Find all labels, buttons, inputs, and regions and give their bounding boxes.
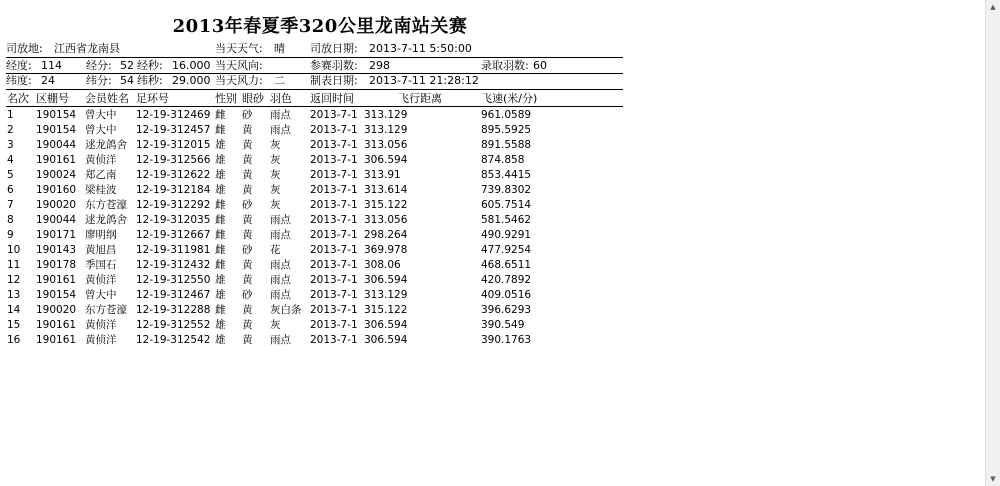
cell-color: 灰	[270, 319, 281, 331]
table-row	[0, 243, 640, 258]
table-row	[0, 153, 640, 168]
release-date-value: 2013-7-11 5:50:00	[369, 42, 472, 55]
cell-sex: 雄	[215, 184, 226, 196]
cell-color: 花	[270, 244, 281, 256]
cell-distance: 315.122	[364, 199, 408, 211]
cell-speed: 891.5588	[481, 139, 532, 151]
cell-loft: 190044	[36, 214, 77, 226]
cell-speed: 409.0516	[481, 289, 532, 301]
cell-color: 雨点	[270, 259, 291, 271]
cell-member: 郑乙南	[85, 169, 117, 181]
cell-speed: 396.6293	[481, 304, 532, 316]
cell-speed: 581.5462	[481, 214, 532, 226]
cell-color: 灰	[270, 154, 281, 166]
cell-eye: 黄	[242, 229, 253, 241]
results-table	[0, 108, 640, 348]
cell-eye: 砂	[242, 109, 253, 121]
cell-speed: 468.6511	[481, 259, 532, 271]
table-row	[0, 198, 640, 213]
cell-ring: 12-19-312288	[136, 304, 211, 316]
cell-color: 雨点	[270, 229, 291, 241]
cell-distance: 313.91	[364, 169, 401, 181]
cell-color: 雨点	[270, 274, 291, 286]
cell-loft: 190161	[36, 274, 77, 286]
weather-value: 晴	[274, 42, 285, 55]
cell-sex: 雄	[215, 334, 226, 346]
cell-ring: 12-19-312542	[136, 334, 211, 346]
cell-rank: 9	[7, 229, 14, 241]
lat-sec-label: 纬秒:	[137, 74, 163, 87]
cell-return-time: 2013-7-1	[310, 229, 358, 241]
cell-rank: 16	[7, 334, 21, 346]
cell-rank: 12	[7, 274, 21, 286]
table-row	[0, 273, 640, 288]
cell-member: 曾大中	[85, 124, 117, 136]
cell-loft: 190154	[36, 109, 77, 121]
cell-rank: 3	[7, 139, 14, 151]
cell-speed: 390.1763	[481, 334, 532, 346]
cell-distance: 306.594	[364, 274, 408, 286]
cell-loft: 190024	[36, 169, 77, 181]
cell-return-time: 2013-7-1	[310, 109, 358, 121]
cell-return-time: 2013-7-1	[310, 319, 358, 331]
triangle-down-icon[interactable]: ▼	[990, 475, 996, 483]
cell-return-time: 2013-7-1	[310, 184, 358, 196]
cell-speed: 420.7892	[481, 274, 532, 286]
cell-color: 雨点	[270, 214, 291, 226]
cell-return-time: 2013-7-1	[310, 274, 358, 286]
cell-distance: 313.129	[364, 124, 408, 136]
cell-return-time: 2013-7-1	[310, 139, 358, 151]
cell-eye: 黄	[242, 169, 253, 181]
cell-eye: 黄	[242, 214, 253, 226]
entries-label: 参赛羽数:	[310, 59, 358, 72]
cell-sex: 雌	[215, 124, 226, 136]
cell-speed: 895.5925	[481, 124, 532, 136]
cell-color: 雨点	[270, 334, 291, 346]
cell-member: 黄侦洋	[85, 334, 117, 346]
longitude-label: 经度:	[6, 59, 32, 72]
cell-ring: 12-19-312035	[136, 214, 211, 226]
table-row	[0, 213, 640, 228]
cell-color: 灰	[270, 139, 281, 151]
wind-direction-label: 当天风向:	[215, 59, 263, 72]
cell-return-time: 2013-7-1	[310, 334, 358, 346]
cell-loft: 190154	[36, 124, 77, 136]
col-loft: 区棚号	[36, 92, 69, 105]
cell-eye: 黄	[242, 334, 253, 346]
report-title: 2013年春夏季320公里龙南站关赛	[172, 16, 468, 37]
table-row	[0, 318, 640, 333]
cell-distance: 313.056	[364, 214, 408, 226]
cell-member: 曾大中	[85, 289, 117, 301]
header-divider-3	[6, 89, 623, 90]
table-header-divider	[6, 106, 623, 107]
cell-rank: 1	[7, 109, 14, 121]
cell-member: 黄侦洋	[85, 319, 117, 331]
cell-sex: 雌	[215, 304, 226, 316]
lon-sec-value: 16.000	[172, 59, 211, 72]
cell-ring: 12-19-312184	[136, 184, 211, 196]
triangle-up-icon[interactable]: ▲	[990, 3, 996, 11]
cell-loft: 190161	[36, 154, 77, 166]
cell-loft: 190160	[36, 184, 77, 196]
lat-sec-value: 29.000	[172, 74, 211, 87]
table-row	[0, 168, 640, 183]
cell-eye: 黄	[242, 184, 253, 196]
cell-color: 灰	[270, 199, 281, 211]
cell-loft: 190171	[36, 229, 77, 241]
cell-speed: 477.9254	[481, 244, 532, 256]
cell-return-time: 2013-7-1	[310, 244, 358, 256]
lat-min-value: 54	[120, 74, 134, 87]
cell-eye: 黄	[242, 154, 253, 166]
table-row	[0, 303, 640, 318]
col-speed: 飞速(米/分)	[481, 92, 538, 105]
cell-loft: 190161	[36, 319, 77, 331]
col-member: 会员姓名	[85, 92, 129, 105]
cell-rank: 7	[7, 199, 14, 211]
cell-return-time: 2013-7-1	[310, 169, 358, 181]
cell-loft: 190044	[36, 139, 77, 151]
cell-distance: 313.129	[364, 289, 408, 301]
cell-ring: 12-19-312622	[136, 169, 211, 181]
cell-return-time: 2013-7-1	[310, 304, 358, 316]
cell-loft: 190020	[36, 304, 77, 316]
cell-sex: 雌	[215, 259, 226, 271]
cell-eye: 黄	[242, 259, 253, 271]
table-row	[0, 333, 640, 348]
col-distance: 飞行距离	[398, 92, 442, 105]
cell-rank: 11	[7, 259, 21, 271]
cell-rank: 13	[7, 289, 21, 301]
cell-rank: 4	[7, 154, 14, 166]
release-place-value: 江西省龙南县	[54, 42, 120, 55]
cell-distance: 306.594	[364, 334, 408, 346]
cell-ring: 12-19-312667	[136, 229, 211, 241]
cell-ring: 12-19-312552	[136, 319, 211, 331]
cell-rank: 8	[7, 214, 14, 226]
cell-member: 逑龙鸽舍	[85, 139, 127, 151]
cell-return-time: 2013-7-1	[310, 199, 358, 211]
cell-sex: 雄	[215, 154, 226, 166]
cell-sex: 雄	[215, 169, 226, 181]
cell-sex: 雌	[215, 109, 226, 121]
cell-ring: 12-19-312469	[136, 109, 211, 121]
cell-color: 灰	[270, 184, 281, 196]
cell-eye: 砂	[242, 289, 253, 301]
admitted-label: 录取羽数:	[481, 59, 529, 72]
cell-rank: 2	[7, 124, 14, 136]
cell-color: 灰白条	[270, 304, 302, 316]
latitude-label: 纬度:	[6, 74, 32, 87]
wind-force-label: 当天风力:	[215, 74, 263, 87]
cell-member: 廖明纲	[85, 229, 117, 241]
release-date-label: 司放日期:	[310, 42, 358, 55]
cell-color: 灰	[270, 169, 281, 181]
cell-loft: 190143	[36, 244, 77, 256]
cell-member: 季国石	[85, 259, 117, 271]
admitted-value: 60	[533, 59, 547, 72]
cell-distance: 306.594	[364, 154, 408, 166]
cell-color: 雨点	[270, 289, 291, 301]
table-row	[0, 108, 640, 123]
table-row	[0, 138, 640, 153]
col-return-time: 返回时间	[310, 92, 354, 105]
cell-member: 黄侦洋	[85, 274, 117, 286]
table-row	[0, 258, 640, 273]
col-ring: 足环号	[136, 92, 169, 105]
col-sex: 性别	[215, 92, 237, 105]
cell-ring: 12-19-311981	[136, 244, 211, 256]
report-date-label: 制表日期:	[310, 74, 358, 87]
cell-member: 曾大中	[85, 109, 117, 121]
cell-color: 雨点	[270, 124, 291, 136]
cell-eye: 砂	[242, 244, 253, 256]
cell-sex: 雄	[215, 289, 226, 301]
wind-force-value: 二	[274, 74, 285, 87]
cell-distance: 369.978	[364, 244, 408, 256]
cell-color: 雨点	[270, 109, 291, 121]
cell-ring: 12-19-312467	[136, 289, 211, 301]
cell-member: 逑龙鸽舍	[85, 214, 127, 226]
cell-distance: 306.594	[364, 319, 408, 331]
col-eye: 眼砂	[242, 92, 264, 105]
cell-speed: 605.7514	[481, 199, 532, 211]
cell-member: 梁桂波	[85, 184, 117, 196]
cell-loft: 190154	[36, 289, 77, 301]
cell-rank: 14	[7, 304, 21, 316]
col-color: 羽色	[270, 92, 292, 105]
cell-member: 东方苍濠	[85, 199, 127, 211]
cell-sex: 雌	[215, 244, 226, 256]
cell-eye: 砂	[242, 199, 253, 211]
longitude-value: 114	[41, 59, 62, 72]
cell-ring: 12-19-312292	[136, 199, 211, 211]
cell-distance: 298.264	[364, 229, 408, 241]
lon-sec-label: 经秒:	[137, 59, 163, 72]
cell-sex: 雌	[215, 199, 226, 211]
cell-return-time: 2013-7-1	[310, 154, 358, 166]
release-place-label: 司放地:	[6, 42, 43, 55]
cell-loft: 190161	[36, 334, 77, 346]
cell-ring: 12-19-312457	[136, 124, 211, 136]
cell-distance: 313.056	[364, 139, 408, 151]
cell-return-time: 2013-7-1	[310, 214, 358, 226]
cell-eye: 黄	[242, 274, 253, 286]
cell-distance: 313.614	[364, 184, 408, 196]
report-date-value: 2013-7-11 21:28:12	[369, 74, 479, 87]
latitude-value: 24	[41, 74, 55, 87]
cell-sex: 雄	[215, 274, 226, 286]
cell-sex: 雌	[215, 229, 226, 241]
cell-speed: 961.0589	[481, 109, 532, 121]
cell-rank: 6	[7, 184, 14, 196]
cell-eye: 黄	[242, 139, 253, 151]
cell-distance: 308.06	[364, 259, 401, 271]
cell-ring: 12-19-312566	[136, 154, 211, 166]
cell-loft: 190178	[36, 259, 77, 271]
cell-sex: 雄	[215, 319, 226, 331]
cell-return-time: 2013-7-1	[310, 124, 358, 136]
table-row	[0, 288, 640, 303]
cell-member: 黄旭昌	[85, 244, 117, 256]
cell-ring: 12-19-312432	[136, 259, 211, 271]
cell-rank: 5	[7, 169, 14, 181]
col-rank: 名次	[7, 92, 29, 105]
cell-member: 东方苍濠	[85, 304, 127, 316]
cell-ring: 12-19-312550	[136, 274, 211, 286]
cell-distance: 315.122	[364, 304, 408, 316]
cell-sex: 雄	[215, 139, 226, 151]
cell-speed: 739.8302	[481, 184, 532, 196]
cell-speed: 390.549	[481, 319, 525, 331]
cell-return-time: 2013-7-1	[310, 259, 358, 271]
cell-loft: 190020	[36, 199, 77, 211]
lat-min-label: 纬分:	[86, 74, 112, 87]
table-row	[0, 228, 640, 243]
cell-ring: 12-19-312015	[136, 139, 211, 151]
vertical-scrollbar[interactable]	[985, 0, 1000, 486]
weather-label: 当天天气:	[215, 42, 263, 55]
table-row	[0, 123, 640, 138]
cell-eye: 黄	[242, 124, 253, 136]
entries-value: 298	[369, 59, 390, 72]
lon-min-value: 52	[120, 59, 134, 72]
cell-speed: 853.4415	[481, 169, 532, 181]
cell-speed: 490.9291	[481, 229, 532, 241]
cell-distance: 313.129	[364, 109, 408, 121]
cell-rank: 15	[7, 319, 21, 331]
cell-return-time: 2013-7-1	[310, 289, 358, 301]
cell-eye: 黄	[242, 319, 253, 331]
cell-member: 黄侦洋	[85, 154, 117, 166]
cell-rank: 10	[7, 244, 21, 256]
table-row	[0, 183, 640, 198]
lon-min-label: 经分:	[86, 59, 112, 72]
cell-speed: 874.858	[481, 154, 525, 166]
cell-sex: 雌	[215, 214, 226, 226]
cell-eye: 黄	[242, 304, 253, 316]
